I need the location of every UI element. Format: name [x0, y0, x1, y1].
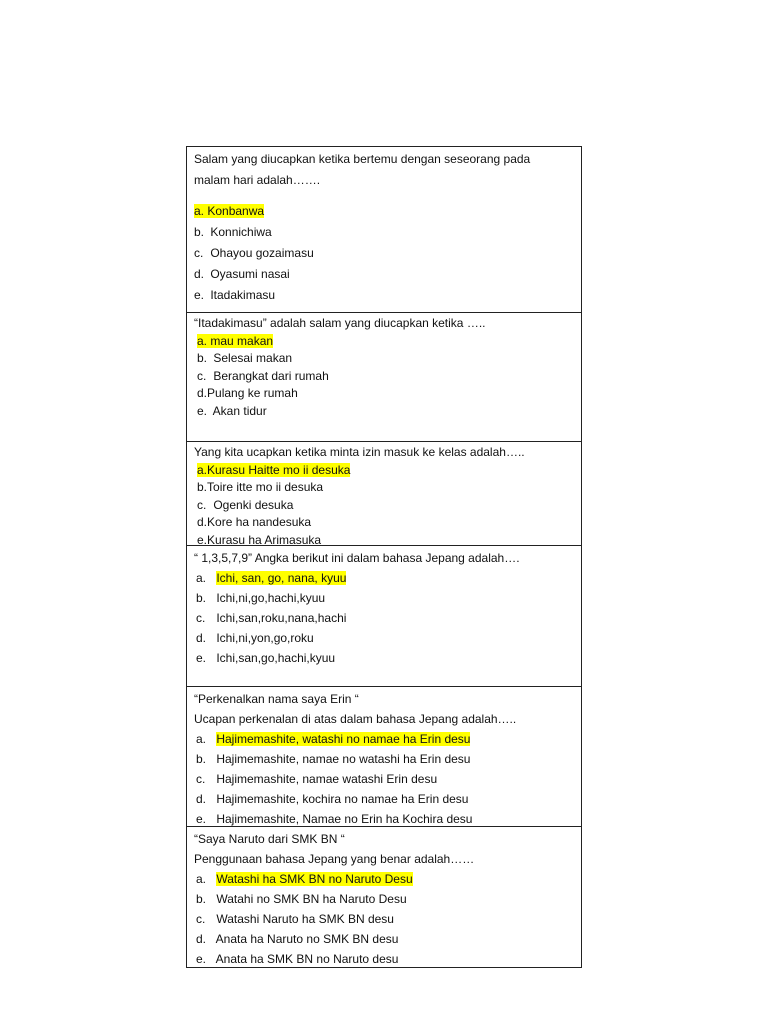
option-letter: e. — [197, 403, 208, 418]
option-letter: c. — [196, 611, 206, 625]
question-6-options — [194, 869, 575, 967]
option-text: Hajimemashite, namae no watashi ha Erin desu — [216, 752, 471, 766]
option-letter: a. — [196, 872, 207, 886]
question-1-option-b[interactable] — [194, 222, 575, 243]
question-6-option-c[interactable] — [194, 909, 575, 929]
option-letter: d. — [197, 386, 208, 400]
question-4-option-d[interactable] — [194, 628, 575, 648]
option-letter: e. — [196, 812, 207, 826]
answer-highlight: a. mau makan — [197, 333, 274, 348]
option-text: Ohayou gozaimasu — [210, 246, 314, 260]
option-letter: b. — [194, 225, 205, 239]
option-letter: a. — [196, 571, 207, 585]
question-6-option-d[interactable] — [194, 929, 575, 949]
question-1-option-e[interactable] — [194, 285, 575, 306]
question-3-option-d[interactable] — [194, 514, 575, 532]
option-text: Konnichiwa — [210, 225, 272, 239]
question-1-option-d[interactable] — [194, 264, 575, 285]
question-4-options — [194, 568, 575, 668]
option-letter: b. — [196, 892, 207, 906]
option-letter: e. — [197, 532, 208, 546]
question-2-option-a[interactable] — [194, 333, 575, 351]
question-4-option-b[interactable] — [194, 588, 575, 608]
option-text: Ichi,san,roku,nana,hachi — [216, 611, 347, 625]
option-letter: a. — [196, 732, 207, 746]
option-letter: b. — [197, 351, 208, 365]
option-letter: b. — [196, 591, 207, 605]
option-letter: c. — [196, 912, 206, 926]
question-6-prompt-line1: “Saya Naruto dari SMK BN “ — [194, 832, 345, 846]
question-6-option-a[interactable] — [194, 869, 575, 889]
question-6-option-b[interactable] — [194, 889, 575, 909]
option-text: Kore ha nandesuka — [207, 515, 312, 529]
question-5-options — [194, 729, 575, 827]
answer-highlight: Hajimemashite, watashi no namae ha Erin desu — [216, 732, 471, 746]
option-text: Anata ha Naruto no SMK BN desu — [215, 932, 399, 946]
option-text: Kurasu ha Arimasuka — [207, 532, 322, 546]
option-letter: c. — [196, 772, 206, 786]
option-letter: d. — [196, 631, 207, 645]
question-5-option-b[interactable] — [194, 749, 575, 769]
option-letter: d. — [194, 267, 205, 281]
question-3-option-e[interactable] — [194, 532, 575, 547]
question-5-option-c[interactable] — [194, 769, 575, 789]
question-3-option-b[interactable] — [194, 479, 575, 497]
answer-highlight: a.Kurasu Haitte mo ii desuka — [197, 462, 351, 477]
option-letter: d. — [196, 792, 207, 806]
question-6 — [187, 827, 581, 967]
option-letter: e. — [196, 651, 207, 665]
option-letter: c. — [194, 246, 204, 260]
option-letter: b. — [197, 480, 208, 494]
option-text: Ichi,ni,yon,go,roku — [216, 631, 314, 645]
question-2-option-c[interactable] — [194, 368, 575, 386]
option-text: Hajimemashite, namae watashi Erin desu — [216, 772, 438, 786]
question-5-prompt-line2: Ucapan perkenalan di atas dalam bahasa Jepang adalah….. — [194, 712, 517, 726]
question-1-options — [194, 201, 575, 306]
question-5-option-a[interactable] — [194, 729, 575, 749]
question-5-prompt-line1: “Perkenalkan nama saya Erin “ — [194, 692, 359, 706]
question-5 — [187, 687, 581, 827]
question-5-option-d[interactable] — [194, 789, 575, 809]
question-4-option-a[interactable] — [194, 568, 575, 588]
question-3 — [187, 442, 581, 546]
option-letter: b. — [196, 752, 207, 766]
option-text: Ichi,san,go,hachi,kyuu — [216, 651, 336, 665]
question-1-option-c[interactable] — [194, 243, 575, 264]
question-4-option-e[interactable] — [194, 648, 575, 668]
question-1-prompt-line2: malam hari adalah……. — [194, 173, 321, 187]
answer-highlight: Watashi ha SMK BN no Naruto Desu — [216, 872, 413, 886]
question-6-option-e[interactable] — [194, 949, 575, 967]
question-3-option-a[interactable] — [194, 462, 575, 480]
question-2-options — [194, 333, 575, 421]
answer-highlight: a. Konbanwa — [194, 204, 265, 218]
question-2-option-d[interactable] — [194, 385, 575, 403]
option-text: Selesai makan — [213, 351, 293, 365]
question-5-option-e[interactable] — [194, 809, 575, 827]
question-3-option-c[interactable] — [194, 497, 575, 515]
option-text: Ogenki desuka — [213, 497, 294, 512]
answer-highlight: Ichi, san, go, nana, kyuu — [216, 571, 347, 585]
option-text: Hajimemashite, Namae no Erin ha Kochira desu — [216, 812, 473, 826]
option-text: Itadakimasu — [210, 288, 276, 302]
option-letter: d. — [196, 932, 207, 946]
option-text: Toire itte mo ii desuka — [207, 480, 324, 494]
question-1-prompt — [194, 149, 575, 191]
option-text: Berangkat dari rumah — [213, 368, 329, 383]
option-letter: c. — [197, 368, 207, 383]
option-text: Akan tidur — [212, 403, 267, 418]
option-text: Hajimemashite, kochira no namae ha Erin desu — [216, 792, 469, 806]
option-letter: e. — [196, 952, 207, 966]
option-text: Ichi,ni,go,hachi,kyuu — [216, 591, 326, 605]
question-2-option-e[interactable] — [194, 403, 575, 421]
option-letter: d. — [197, 515, 208, 529]
question-1-prompt-line1: Salam yang diucapkan ketika bertemu dengan seseorang pada — [194, 152, 531, 166]
question-3-options — [194, 462, 575, 547]
question-6-prompt-line2: Penggunaan bahasa Jepang yang benar adalah…… — [194, 852, 475, 866]
question-1-option-a[interactable] — [194, 201, 575, 222]
question-2 — [187, 313, 581, 442]
question-1 — [187, 147, 581, 313]
question-4-prompt: “ 1,3,5,7,9” Angka berikut ini dalam bahasa Jepang adalah…. — [194, 551, 520, 565]
option-text: Oyasumi nasai — [210, 267, 290, 281]
option-text: Watahi no SMK BN ha Naruto Desu — [216, 892, 407, 906]
option-text: Pulang ke rumah — [207, 386, 298, 400]
option-letter: e. — [194, 288, 205, 302]
option-letter: c. — [197, 497, 207, 512]
question-2-option-b[interactable] — [194, 350, 575, 368]
question-3-prompt: Yang kita ucapkan ketika minta izin masuk ke kelas adalah….. — [194, 445, 525, 459]
question-4 — [187, 546, 581, 687]
option-text: Anata ha SMK BN no Naruto desu — [215, 952, 399, 966]
quiz-table — [186, 146, 582, 968]
option-text: Watashi Naruto ha SMK BN desu — [216, 912, 394, 926]
question-2-prompt: “Itadakimasu” adalah salam yang diucapkan ketika ….. — [194, 316, 486, 330]
question-4-option-c[interactable] — [194, 608, 575, 628]
